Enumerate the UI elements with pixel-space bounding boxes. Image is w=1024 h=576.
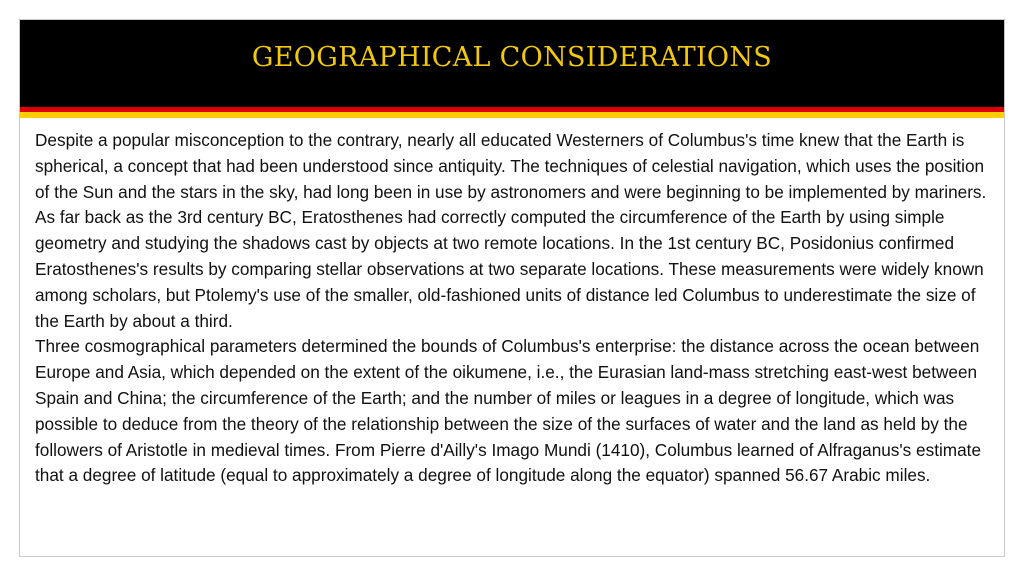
body-text — [35, 128, 995, 489]
slide — [19, 19, 1005, 557]
stripe-gold — [20, 112, 1004, 118]
title-banner — [20, 20, 1004, 102]
paragraph-earth-shape: Despite a popular misconception to the contrary, nearly all educated Westerners of Columbus's time knew that the Earth is spherical, a concept that had been understood since antiquity. The techniques of celestial navigation, which uses the position of the Sun and the stars in the sky, had long been in use by astronomers and were beginning to be implemented by mariners. As far back as the 3rd century BC, Eratosthenes had correctly computed the circumference of the Earth by using simple geometry and studying the shadows cast by objects at two remote locations. In the 1st century BC, Posidonius confirmed Eratosthenes's results by comparing stellar observations at two separate locations. These measurements were widely known among scholars, but Ptolemy's use of the smaller, old-fashioned units of distance led Columbus to underestimate the size of the Earth by about a third. — [35, 130, 987, 331]
paragraph-cosmographical-parameters: Three cosmographical parameters determined the bounds of Columbus's enterprise: the distance across the ocean between Europe and Asia, which depended on the extent of the oikumene, i.e., the Eurasian land-mass stretching east-west between Spain and China; the circumference of the Earth; and the number of miles or leagues in a degree of longitude, which was possible to deduce from the theory of the relationship between the size of the surfaces of water and the land as held by the followers of Aristotle in medieval times. From Pierre d'Ailly's Imago Mundi (1410), Columbus learned of Alfraganus's estimate that a degree of latitude (equal to approximately a degree of longitude along the equator) spanned 56.67 Arabic miles. — [35, 336, 982, 486]
slide-title: GEOGRAPHICAL CONSIDERATIONS — [251, 41, 773, 73]
